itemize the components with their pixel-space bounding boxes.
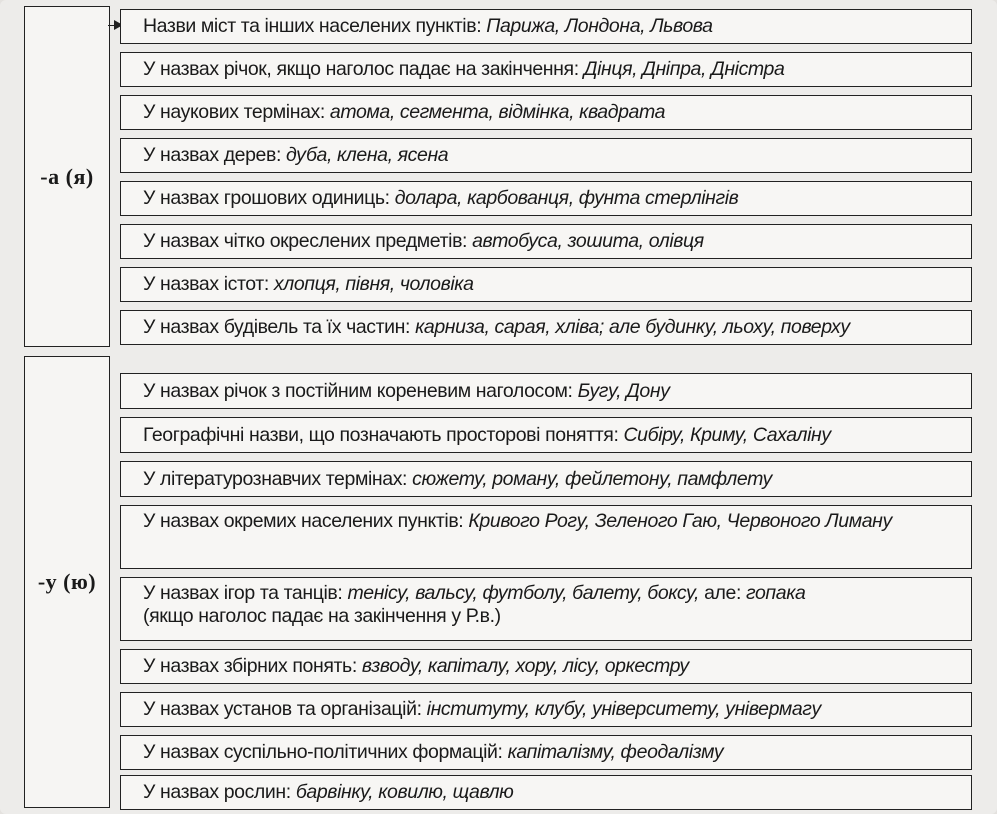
group-label-box-a xyxy=(24,6,110,347)
rule-examples: взводу, капіталу, хору, лісу, оркестру xyxy=(361,655,689,677)
rule-exception-label: але: xyxy=(699,582,746,604)
rule-examples: автобуса, зошита, олівця xyxy=(472,230,704,252)
rule-examples: атома, сегмента, відмінка, квадрата xyxy=(329,101,666,123)
group-label-box-u xyxy=(24,356,110,808)
rule-examples: Парижа, Лондона, Львова xyxy=(486,15,713,37)
list-item xyxy=(120,649,972,684)
list-item xyxy=(120,9,972,44)
list-item xyxy=(120,267,972,302)
rule-note: (якщо наголос падає на закінчення у Р.в.) xyxy=(143,605,501,627)
rule-text: Географічні назви, що позначають просторові поняття: xyxy=(143,423,619,446)
list-item xyxy=(120,52,972,87)
rule-examples: долара, карбованця, фунта стерлінгів xyxy=(394,187,739,209)
rule-examples: тенісу, вальсу, футболу, балету, боксу, xyxy=(347,582,700,604)
list-item xyxy=(120,224,972,259)
rule-text: У назвах окремих населених пунктів: xyxy=(143,510,464,532)
rule-examples: Сибіру, Криму, Сахаліну xyxy=(623,423,831,446)
list-item xyxy=(120,505,972,569)
rule-text: У назвах суспільно-політичних формацій: xyxy=(143,741,503,763)
rule-examples: інституту, клубу, університету, універмагу xyxy=(426,698,821,720)
list-item xyxy=(120,577,972,641)
rule-examples: Кривого Рогу, Зеленого Гаю, Червоного Лиману xyxy=(468,510,892,532)
rule-text: У назвах дерев: xyxy=(143,144,281,166)
list-item xyxy=(120,181,972,216)
rule-text: У назвах чітко окреслених предметів: xyxy=(143,230,468,252)
rule-examples: капіталізму, феодалізму xyxy=(507,741,724,763)
list-item xyxy=(120,735,972,770)
rule-examples: Дінця, Дніпра, Дністра xyxy=(583,58,785,80)
rule-text: У назвах установ та організацій: xyxy=(143,698,422,720)
rule-text: У назвах рослин: xyxy=(143,781,291,803)
rule-text: У назвах грошових одиниць: xyxy=(143,187,390,209)
list-item xyxy=(120,310,972,345)
rule-text: У літературознавчих термінах: xyxy=(143,467,408,490)
group-label-u: -у (ю) xyxy=(37,569,97,594)
rule-text: У назвах ігор та танців: xyxy=(143,582,343,604)
rule-text: У назвах річок з постійним кореневим наголосом: xyxy=(143,379,573,402)
rule-text: Назви міст та інших населених пунктів: xyxy=(143,15,482,37)
rule-text: У назвах істот: xyxy=(143,273,269,295)
rule-examples: хлопця, півня, чоловіка xyxy=(273,273,474,295)
list-item xyxy=(120,775,972,810)
rule-text: У назвах збірних понять: xyxy=(143,655,357,677)
rule-exception-example: гопака xyxy=(745,582,806,604)
list-item xyxy=(120,138,972,173)
rule-examples: карниза, сарая, хліва; але будинку, льоху, поверху xyxy=(415,316,850,338)
rule-text: У назвах будівель та їх частин: xyxy=(143,316,411,338)
list-item xyxy=(120,95,972,130)
rule-examples: сюжету, роману, фейлетону, памфлету xyxy=(412,467,772,490)
list-item xyxy=(120,373,972,409)
rule-text: У назвах річок, якщо наголос падає на закінчення: xyxy=(143,58,579,80)
rule-examples: барвінку, ковилю, щавлю xyxy=(295,781,514,803)
group-label-a: -а (я) xyxy=(40,163,94,189)
rule-text: У наукових термінах: xyxy=(143,101,325,123)
list-item xyxy=(120,417,972,453)
rule-examples: дуба, клена, ясена xyxy=(286,144,449,166)
rule-examples: Бугу, Дону xyxy=(577,379,670,402)
list-item xyxy=(120,461,972,497)
list-item xyxy=(120,692,972,727)
